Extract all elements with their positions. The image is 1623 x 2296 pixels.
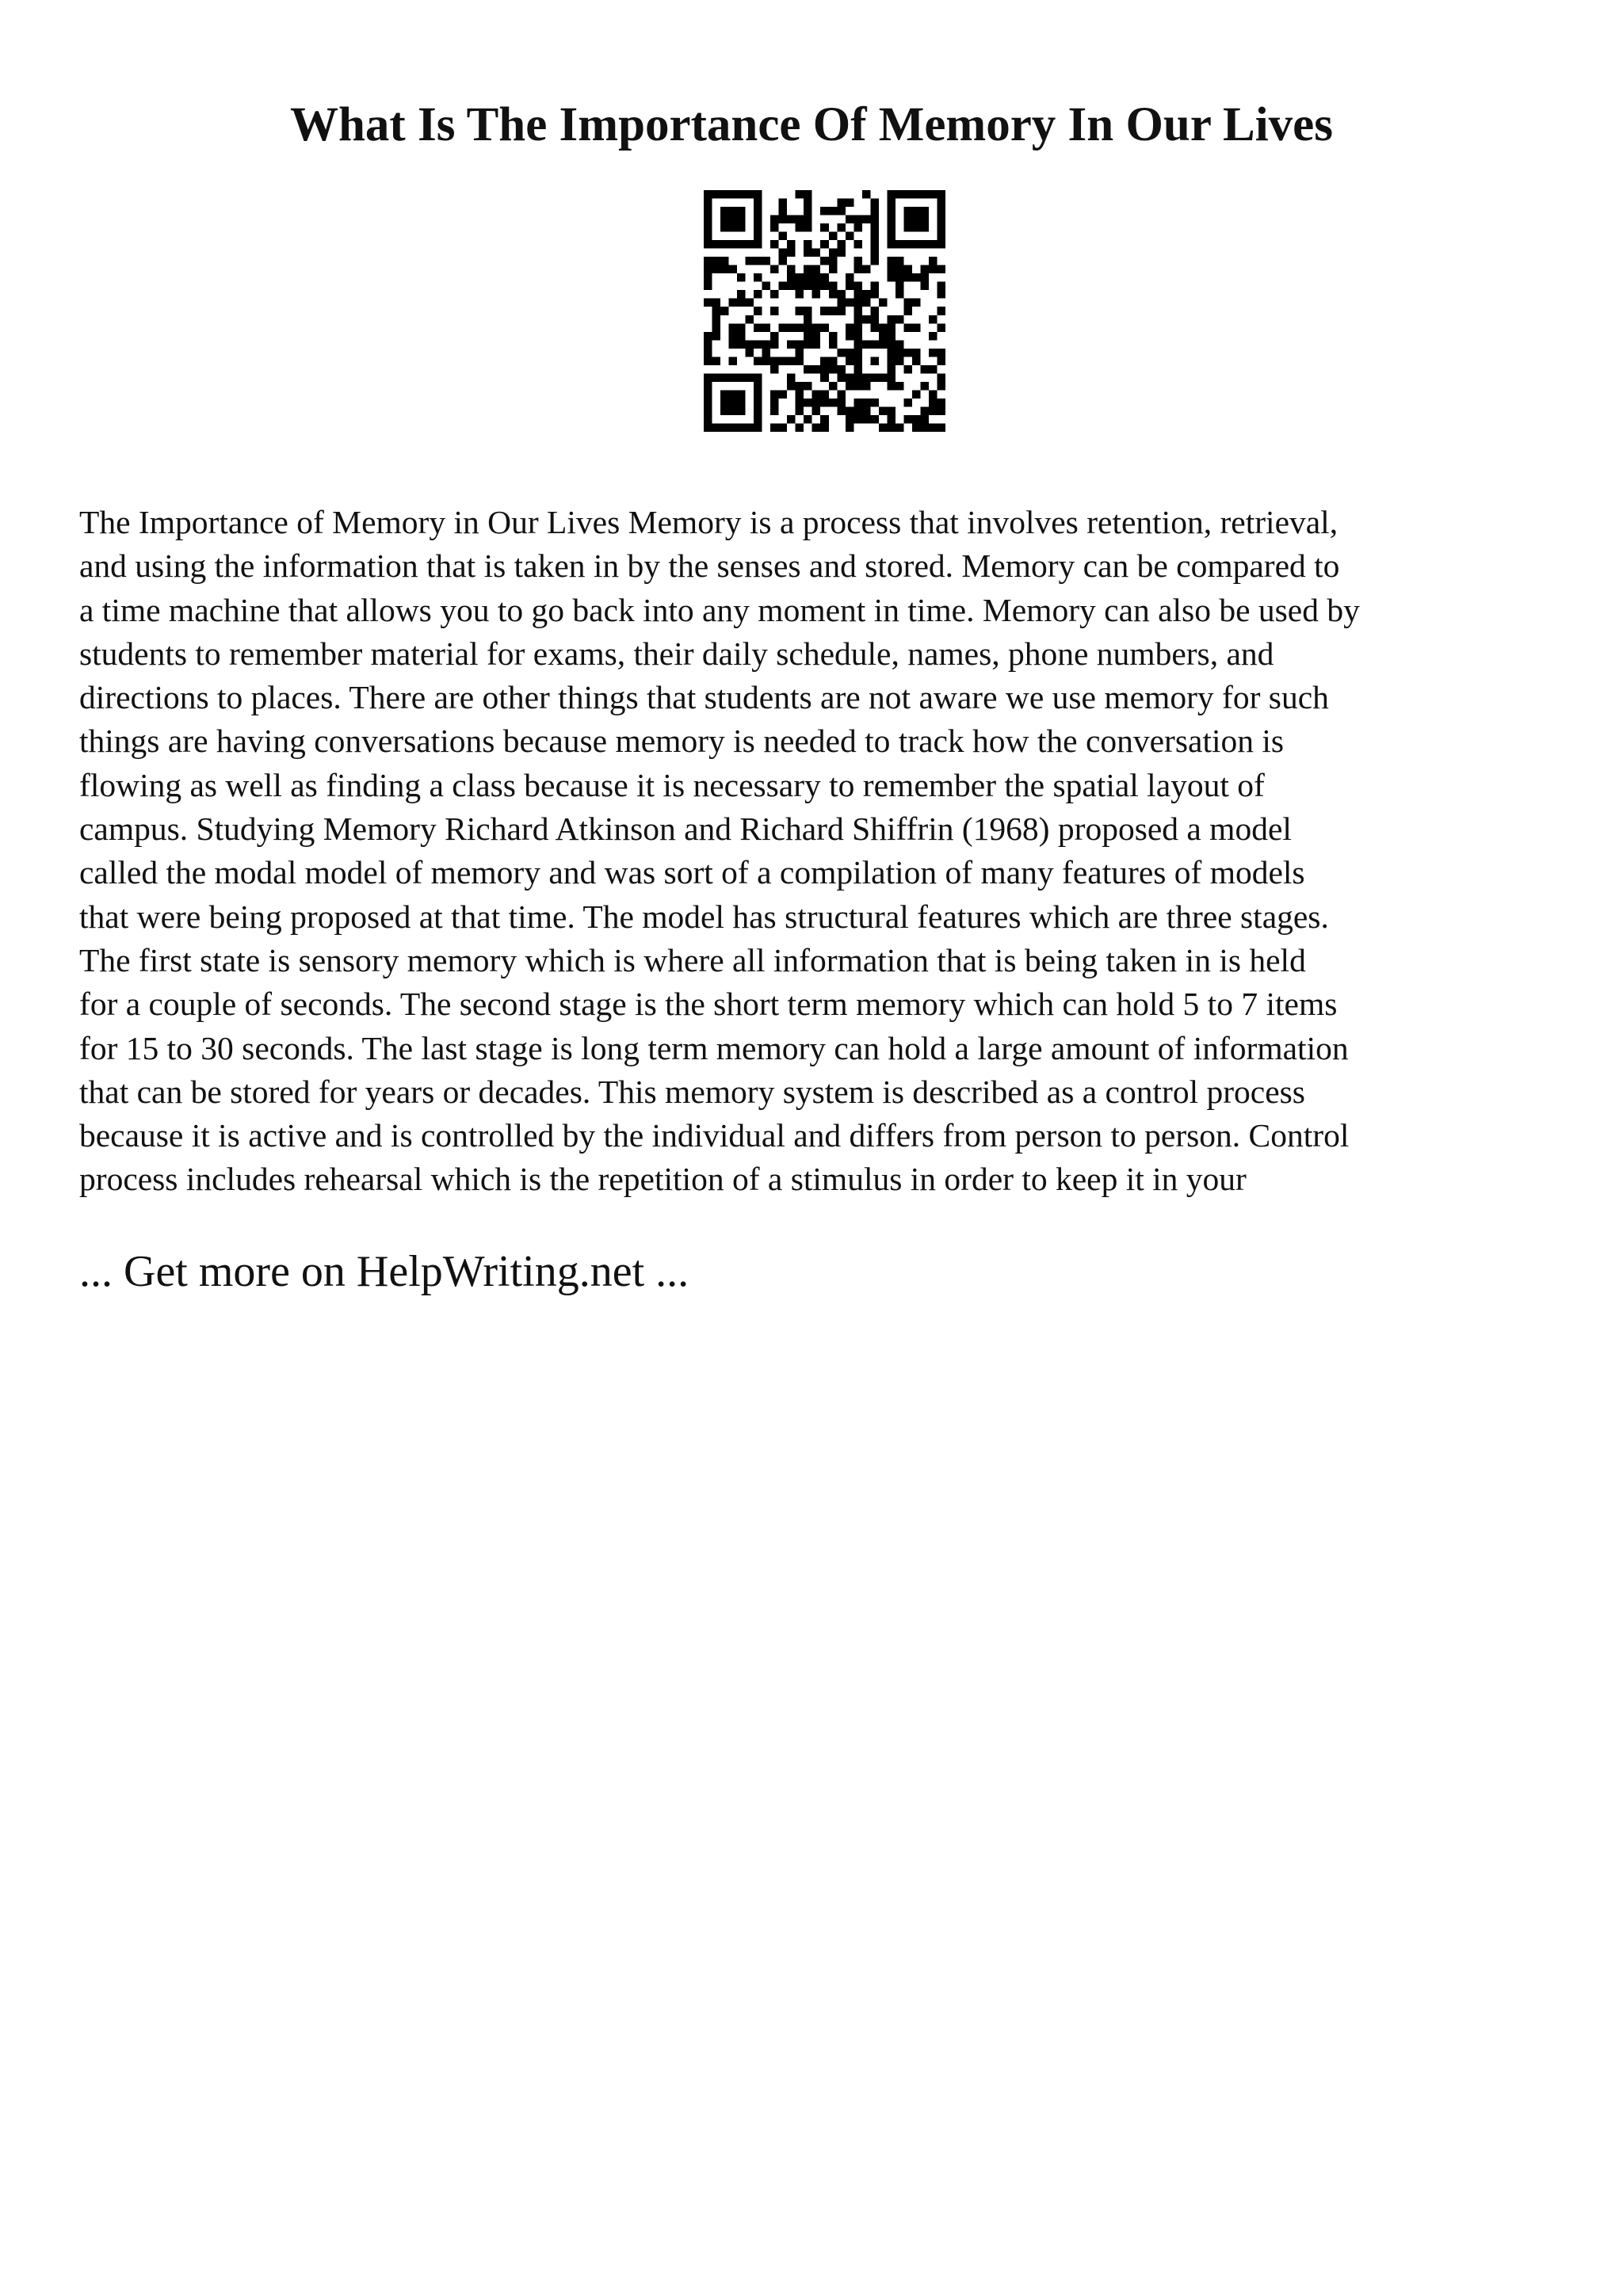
qr-code-icon[interactable]: [704, 190, 945, 432]
body-line: a time machine that allows you to go back into any moment in time. Memory can also be used by: [79, 591, 1360, 628]
body-line: that can be stored for years or decades. This memory system is described as a control process: [79, 1073, 1305, 1110]
body-line: for a couple of seconds. The second stage is the short term memory which can hold 5 to 7 items: [79, 986, 1338, 1023]
body-paragraph: [79, 501, 1553, 1202]
body-line: flowing as well as finding a class because it is necessary to remember the spatial layout of: [79, 766, 1265, 803]
body-line: that were being proposed at that time. The model has structural features which are three stages.: [79, 898, 1329, 935]
body-line: because it is active and is controlled by the individual and differs from person to person. Control: [79, 1117, 1350, 1154]
body-line: things are having conversations because memory is needed to track how the conversation is: [79, 723, 1285, 760]
page-title: What Is The Importance Of Memory In Our Lives: [290, 98, 1333, 151]
body-line: process includes rehearsal which is the repetition of a stimulus in order to keep it in your: [79, 1161, 1247, 1198]
body-line: and using the information that is taken in by the senses and stored. Memory can be compared to: [79, 547, 1340, 585]
body-line: students to remember material for exams, their daily schedule, names, phone numbers, and: [79, 635, 1274, 672]
get-more-link[interactable]: ... Get more on HelpWriting.net ...: [79, 1247, 689, 1296]
body-line: campus. Studying Memory Richard Atkinson and Richard Shiffrin (1968) proposed a model: [79, 810, 1292, 848]
body-line: called the modal model of memory and was sort of a compilation of many features of models: [79, 854, 1305, 891]
body-line: for 15 to 30 seconds. The last stage is long term memory can hold a large amount of information: [79, 1029, 1349, 1066]
body-line: directions to places. There are other things that students are not aware we use memory for such: [79, 679, 1329, 716]
body-line: The Importance of Memory in Our Lives Memory is a process that involves retention, retrieval,: [79, 504, 1338, 540]
body-line: The first state is sensory memory which is where all information that is being taken in is held: [79, 941, 1306, 978]
